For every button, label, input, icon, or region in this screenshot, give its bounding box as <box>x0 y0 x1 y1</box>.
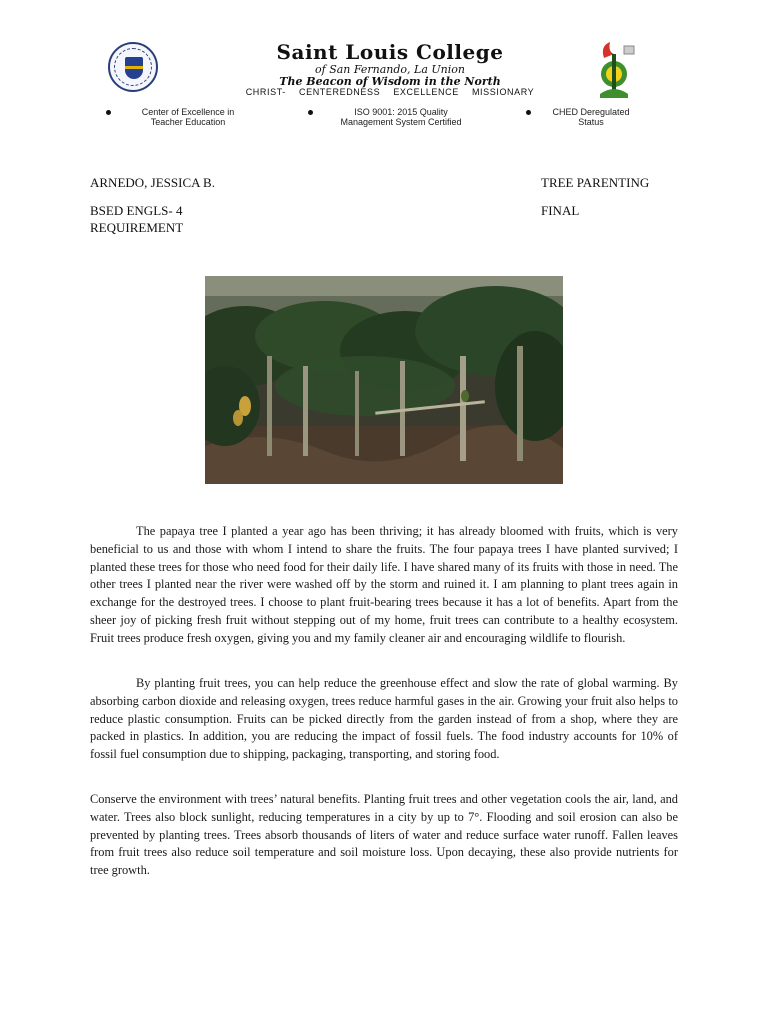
bullet-dot <box>106 110 111 115</box>
body-paragraph: Conserve the environment with trees’ natural benefits. Planting fruit trees and other vegetation cools the air, land, and water. Trees also block sunlight, reducing temperatures in a city by up to 7°. Flooding and soil erosion can also be prevented by planting trees. Trees absorb thousands of liters of water and reduce surface water runoff. Fallen leaves from fruit trees also reduce soil temperature and soil moisture loss. Upon decaying, these also provide nutrients for tree growth. <box>90 792 678 878</box>
activity-title: TREE PARENTING <box>541 175 650 190</box>
college-name: Saint Louis College <box>276 40 504 64</box>
requirement-label: REQUIREMENT <box>90 220 184 235</box>
student-name: ARNEDO, JESSICA B. <box>90 175 215 190</box>
school-seal-icon <box>108 42 158 92</box>
papaya-trees-photo <box>205 276 563 484</box>
accreditation-ched: CHED Deregulated Status <box>552 107 630 127</box>
department-logo-icon <box>590 40 638 102</box>
bullet-dot <box>308 110 313 115</box>
accreditation-coe: Center of Excellence in Teacher Education <box>141 107 235 127</box>
college-location: of San Fernando, La Union <box>315 63 465 76</box>
course-section: BSED ENGLS- 4 <box>90 203 183 218</box>
core-values: CHRIST- CENTEREDNESS EXCELLENCE MISSIONARY <box>245 87 535 97</box>
body-paragraph: By planting fruit trees, you can help reduce the greenhouse effect and slow the rate of global warming. By absorbing carbon dioxide and releasing oxygen, trees reduce harmful gases in the air. Growing your fruit also helps to reduce plastic consumption. Fruits can be picked directly from the garden instead of from a shop, where they are packed in plastics. In addition, you are reducing the impact of fossil fuels. The food industry accounts for 10% of fossil fuel consumption due to shipping, packaging, transporting, and storing food. <box>90 676 678 762</box>
body-paragraph: The papaya tree I planted a year ago has been thriving; it has already bloomed with fruits, which is very beneficial to us and those with whom I intend to share the fruits. The four papaya trees I have planted survived; I planted these trees for those who need food for their daily life. I have shared many of its fruits with those in need. The other trees I planted near the river were washed off by the storm and ruined it. I am planning to plant trees again in exchange for the destroyed trees. I choose to plant fruit-bearing trees because it has a lot of benefits. Apart from the sheer joy of picking fresh fruit without stepping out of my home, fruit trees can contribute to a healthy ecosystem. Fruit trees produce fresh oxygen, giving you and my family cleaner air and encouraging wildlife to flourish. <box>90 524 678 645</box>
bullet-dot <box>526 110 531 115</box>
final-label: FINAL <box>541 203 580 218</box>
accreditation-iso: ISO 9001: 2015 Quality Management System Certified <box>340 107 462 127</box>
college-motto: The Beacon of Wisdom in the North <box>279 75 501 88</box>
